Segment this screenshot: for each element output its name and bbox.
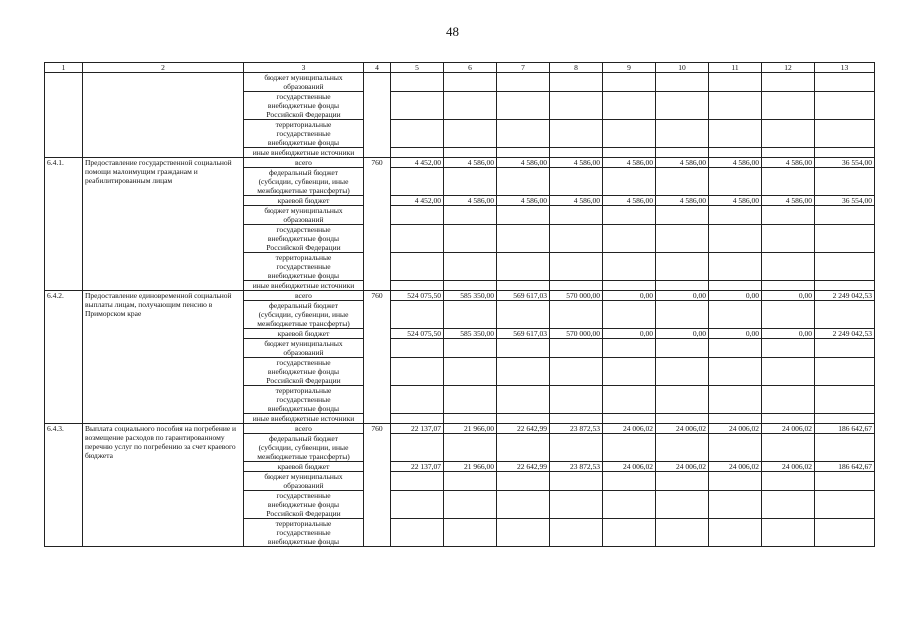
funding-source: территориальные государственные внебюджетные фонды	[244, 386, 364, 414]
page-number: 48	[446, 24, 459, 39]
table-row	[45, 73, 875, 92]
value-cell	[815, 92, 875, 120]
column-header: 13	[815, 63, 875, 73]
value-cell	[762, 73, 815, 92]
value-cell	[709, 386, 762, 414]
value-cell	[656, 519, 709, 547]
value-cell: 186 642,67	[815, 424, 875, 434]
value-cell	[391, 386, 444, 414]
value-cell	[391, 148, 444, 158]
value-cell	[391, 253, 444, 281]
value-cell	[815, 414, 875, 424]
value-cell	[709, 358, 762, 386]
value-cell	[709, 206, 762, 225]
value-cell	[497, 73, 550, 92]
value-cell	[709, 120, 762, 148]
value-cell	[550, 253, 603, 281]
column-header: 4	[364, 63, 391, 73]
value-cell	[603, 386, 656, 414]
value-cell	[391, 225, 444, 253]
table-row	[45, 158, 875, 168]
funding-source: всего	[244, 291, 364, 301]
value-cell	[815, 168, 875, 196]
value-cell	[815, 225, 875, 253]
value-cell	[550, 519, 603, 547]
grbs-code: 760	[364, 158, 391, 291]
value-cell	[444, 92, 497, 120]
value-cell	[497, 414, 550, 424]
value-cell	[656, 358, 709, 386]
value-cell	[391, 120, 444, 148]
value-cell	[709, 434, 762, 462]
funding-source: бюджет муниципальных образований	[244, 472, 364, 491]
value-cell	[391, 434, 444, 462]
value-cell	[550, 168, 603, 196]
value-cell	[603, 92, 656, 120]
value-cell	[497, 491, 550, 519]
value-cell	[497, 281, 550, 291]
value-cell	[656, 148, 709, 158]
value-cell	[815, 491, 875, 519]
funding-source: государственные внебюджетные фонды Российской Федерации	[244, 358, 364, 386]
value-cell: 569 617,03	[497, 329, 550, 339]
value-cell	[391, 281, 444, 291]
value-cell: 24 006,02	[709, 424, 762, 434]
funding-source: территориальные государственные внебюджетные фонды	[244, 253, 364, 281]
value-cell	[762, 92, 815, 120]
value-cell	[603, 434, 656, 462]
value-cell: 585 350,00	[444, 291, 497, 301]
value-cell: 21 966,00	[444, 462, 497, 472]
value-cell: 23 872,53	[550, 424, 603, 434]
value-cell	[550, 225, 603, 253]
table-body	[45, 73, 875, 547]
value-cell	[444, 206, 497, 225]
value-cell	[497, 206, 550, 225]
value-cell: 524 075,50	[391, 291, 444, 301]
column-number-row	[45, 63, 875, 73]
value-cell	[444, 434, 497, 462]
value-cell: 24 006,02	[656, 424, 709, 434]
value-cell	[550, 386, 603, 414]
value-cell: 570 000,00	[550, 291, 603, 301]
value-cell	[497, 168, 550, 196]
value-cell	[497, 358, 550, 386]
value-cell: 24 006,02	[709, 462, 762, 472]
value-cell	[762, 472, 815, 491]
value-cell	[444, 301, 497, 329]
value-cell	[762, 301, 815, 329]
value-cell: 22 137,07	[391, 462, 444, 472]
funding-source: государственные внебюджетные фонды Российской Федерации	[244, 225, 364, 253]
value-cell	[762, 358, 815, 386]
value-cell	[444, 281, 497, 291]
value-cell	[497, 434, 550, 462]
value-cell	[709, 472, 762, 491]
value-cell	[656, 73, 709, 92]
item-code: 6.4.3.	[45, 424, 83, 547]
column-header: 8	[550, 63, 603, 73]
value-cell	[815, 519, 875, 547]
item-code	[45, 73, 83, 158]
value-cell: 22 137,07	[391, 424, 444, 434]
value-cell	[391, 73, 444, 92]
value-cell	[762, 339, 815, 358]
column-header: 12	[762, 63, 815, 73]
value-cell	[603, 519, 656, 547]
column-header: 10	[656, 63, 709, 73]
value-cell	[391, 206, 444, 225]
value-cell	[656, 472, 709, 491]
value-cell	[550, 472, 603, 491]
value-cell	[550, 301, 603, 329]
value-cell	[762, 281, 815, 291]
value-cell	[709, 414, 762, 424]
value-cell	[762, 519, 815, 547]
value-cell	[444, 472, 497, 491]
item-code: 6.4.1.	[45, 158, 83, 291]
value-cell: 2 249 042,53	[815, 291, 875, 301]
value-cell	[603, 472, 656, 491]
value-cell: 4 586,00	[444, 196, 497, 206]
value-cell: 4 586,00	[603, 196, 656, 206]
value-cell	[550, 73, 603, 92]
value-cell	[656, 386, 709, 414]
budget-table	[44, 62, 875, 547]
value-cell	[656, 206, 709, 225]
value-cell	[656, 491, 709, 519]
value-cell	[391, 168, 444, 196]
value-cell	[391, 491, 444, 519]
value-cell	[391, 358, 444, 386]
value-cell: 585 350,00	[444, 329, 497, 339]
value-cell: 2 249 042,53	[815, 329, 875, 339]
value-cell	[497, 225, 550, 253]
value-cell	[550, 491, 603, 519]
value-cell: 24 006,02	[603, 462, 656, 472]
value-cell	[603, 358, 656, 386]
value-cell	[762, 434, 815, 462]
column-header: 6	[444, 63, 497, 73]
value-cell	[762, 120, 815, 148]
funding-source: всего	[244, 424, 364, 434]
value-cell	[444, 73, 497, 92]
value-cell	[444, 386, 497, 414]
value-cell	[550, 414, 603, 424]
value-cell: 36 554,00	[815, 158, 875, 168]
value-cell	[550, 92, 603, 120]
value-cell: 4 586,00	[497, 196, 550, 206]
value-cell	[391, 339, 444, 358]
column-header: 9	[603, 63, 656, 73]
item-name: Предоставление государственной социальной помощи малоимущим гражданам и реабилитированным лицам	[83, 158, 244, 291]
value-cell	[391, 92, 444, 120]
value-cell	[550, 339, 603, 358]
item-code: 6.4.2.	[45, 291, 83, 424]
value-cell	[709, 491, 762, 519]
value-cell	[656, 339, 709, 358]
value-cell: 186 642,67	[815, 462, 875, 472]
value-cell	[656, 120, 709, 148]
value-cell	[815, 148, 875, 158]
value-cell	[497, 92, 550, 120]
funding-source: бюджет муниципальных образований	[244, 73, 364, 92]
funding-source: территориальные государственные внебюджетные фонды	[244, 519, 364, 547]
column-header: 2	[83, 63, 244, 73]
value-cell	[656, 301, 709, 329]
funding-source: федеральный бюджет (субсидии, субвенции, иные межбюджетные трансферты)	[244, 301, 364, 329]
value-cell	[709, 301, 762, 329]
value-cell	[762, 206, 815, 225]
funding-source: федеральный бюджет (субсидии, субвенции, иные межбюджетные трансферты)	[244, 168, 364, 196]
value-cell	[815, 253, 875, 281]
value-cell: 0,00	[656, 329, 709, 339]
value-cell: 24 006,02	[762, 424, 815, 434]
value-cell: 22 642,99	[497, 462, 550, 472]
value-cell	[762, 225, 815, 253]
value-cell	[603, 168, 656, 196]
funding-source: иные внебюджетные источники	[244, 414, 364, 424]
item-name: Предоставление единовременной социальной выплаты лицам, получающим пенсию в Приморском крае	[83, 291, 244, 424]
value-cell	[497, 148, 550, 158]
funding-source: государственные внебюджетные фонды Российской Федерации	[244, 491, 364, 519]
value-cell	[815, 73, 875, 92]
value-cell	[709, 148, 762, 158]
value-cell	[391, 519, 444, 547]
value-cell	[603, 339, 656, 358]
value-cell	[709, 339, 762, 358]
table-row	[45, 291, 875, 301]
value-cell: 4 452,00	[391, 196, 444, 206]
value-cell	[391, 414, 444, 424]
value-cell: 23 872,53	[550, 462, 603, 472]
value-cell	[444, 225, 497, 253]
value-cell: 24 006,02	[603, 424, 656, 434]
funding-source: всего	[244, 158, 364, 168]
value-cell	[444, 491, 497, 519]
column-header: 5	[391, 63, 444, 73]
value-cell	[444, 120, 497, 148]
value-cell	[815, 339, 875, 358]
value-cell: 4 586,00	[444, 158, 497, 168]
value-cell	[497, 339, 550, 358]
item-name: Выплата социального пособия на погребение и возмещение расходов по гарантированному перечню услуг по погребению за счет краевого бюджета	[83, 424, 244, 547]
value-cell	[391, 472, 444, 491]
value-cell	[815, 281, 875, 291]
value-cell: 0,00	[603, 291, 656, 301]
value-cell	[709, 225, 762, 253]
value-cell: 4 586,00	[656, 158, 709, 168]
value-cell	[603, 491, 656, 519]
value-cell	[656, 253, 709, 281]
value-cell	[762, 386, 815, 414]
value-cell: 4 586,00	[497, 158, 550, 168]
funding-source: краевой бюджет	[244, 329, 364, 339]
value-cell	[815, 472, 875, 491]
value-cell	[656, 92, 709, 120]
value-cell	[656, 281, 709, 291]
value-cell: 4 586,00	[762, 196, 815, 206]
value-cell	[497, 120, 550, 148]
value-cell	[603, 206, 656, 225]
value-cell	[550, 120, 603, 148]
value-cell	[709, 168, 762, 196]
value-cell: 4 586,00	[709, 158, 762, 168]
value-cell	[762, 491, 815, 519]
value-cell: 21 966,00	[444, 424, 497, 434]
value-cell	[603, 225, 656, 253]
value-cell	[603, 73, 656, 92]
value-cell	[656, 168, 709, 196]
value-cell	[603, 148, 656, 158]
grbs-code: 760	[364, 291, 391, 424]
value-cell	[709, 253, 762, 281]
value-cell	[497, 386, 550, 414]
value-cell: 0,00	[603, 329, 656, 339]
column-header: 1	[45, 63, 83, 73]
value-cell	[497, 472, 550, 491]
funding-source: иные внебюджетные источники	[244, 281, 364, 291]
funding-source: иные внебюджетные источники	[244, 148, 364, 158]
value-cell: 0,00	[709, 329, 762, 339]
value-cell: 0,00	[656, 291, 709, 301]
value-cell	[815, 434, 875, 462]
table-row	[45, 424, 875, 434]
value-cell: 24 006,02	[656, 462, 709, 472]
value-cell	[444, 148, 497, 158]
value-cell	[762, 414, 815, 424]
value-cell	[815, 386, 875, 414]
value-cell	[444, 358, 497, 386]
value-cell	[656, 414, 709, 424]
funding-source: краевой бюджет	[244, 196, 364, 206]
value-cell	[497, 519, 550, 547]
column-header: 7	[497, 63, 550, 73]
value-cell: 22 642,99	[497, 424, 550, 434]
value-cell	[444, 253, 497, 281]
value-cell	[444, 168, 497, 196]
value-cell: 4 586,00	[603, 158, 656, 168]
value-cell	[762, 253, 815, 281]
value-cell: 569 617,03	[497, 291, 550, 301]
value-cell: 0,00	[762, 329, 815, 339]
value-cell	[815, 301, 875, 329]
funding-source: краевой бюджет	[244, 462, 364, 472]
value-cell: 4 452,00	[391, 158, 444, 168]
funding-source: бюджет муниципальных образований	[244, 339, 364, 358]
value-cell	[709, 281, 762, 291]
value-cell: 4 586,00	[550, 158, 603, 168]
value-cell	[709, 73, 762, 92]
value-cell: 524 075,50	[391, 329, 444, 339]
value-cell	[550, 358, 603, 386]
value-cell	[603, 301, 656, 329]
funding-source: государственные внебюджетные фонды Российской Федерации	[244, 92, 364, 120]
funding-source: бюджет муниципальных образований	[244, 206, 364, 225]
value-cell	[444, 519, 497, 547]
value-cell	[709, 92, 762, 120]
value-cell	[603, 120, 656, 148]
value-cell	[550, 206, 603, 225]
value-cell	[550, 148, 603, 158]
value-cell	[603, 414, 656, 424]
value-cell	[656, 434, 709, 462]
value-cell	[815, 358, 875, 386]
value-cell: 4 586,00	[762, 158, 815, 168]
value-cell	[762, 168, 815, 196]
value-cell: 36 554,00	[815, 196, 875, 206]
value-cell: 4 586,00	[709, 196, 762, 206]
value-cell: 4 586,00	[550, 196, 603, 206]
value-cell	[550, 281, 603, 291]
value-cell	[444, 339, 497, 358]
value-cell	[497, 301, 550, 329]
value-cell	[391, 301, 444, 329]
value-cell	[603, 281, 656, 291]
funding-source: федеральный бюджет (субсидии, субвенции, иные межбюджетные трансферты)	[244, 434, 364, 462]
value-cell: 570 000,00	[550, 329, 603, 339]
value-cell	[815, 120, 875, 148]
grbs-code	[364, 73, 391, 158]
grbs-code: 760	[364, 424, 391, 547]
value-cell: 24 006,02	[762, 462, 815, 472]
column-header: 3	[244, 63, 364, 73]
value-cell	[497, 253, 550, 281]
item-name	[83, 73, 244, 158]
value-cell: 4 586,00	[656, 196, 709, 206]
funding-source: территориальные государственные внебюджетные фонды	[244, 120, 364, 148]
value-cell	[444, 414, 497, 424]
column-header: 11	[709, 63, 762, 73]
value-cell: 0,00	[762, 291, 815, 301]
value-cell	[603, 253, 656, 281]
value-cell: 0,00	[709, 291, 762, 301]
value-cell	[815, 206, 875, 225]
value-cell	[762, 148, 815, 158]
value-cell	[550, 434, 603, 462]
value-cell	[656, 225, 709, 253]
value-cell	[709, 519, 762, 547]
